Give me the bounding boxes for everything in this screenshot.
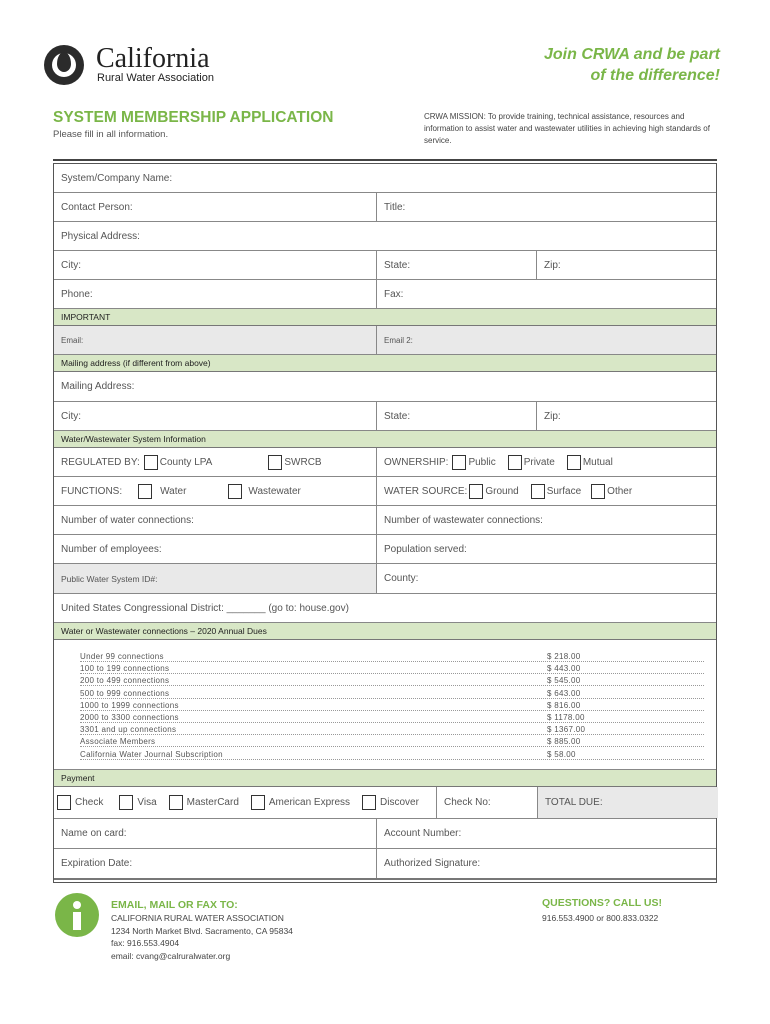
system-info-header: Water/Wastewater System Information <box>61 434 206 444</box>
send-details <box>111 912 293 962</box>
header-divider <box>53 159 717 161</box>
private-checkbox[interactable] <box>508 455 522 470</box>
dues-tier-price: $ 885.00 <box>547 737 581 747</box>
water-source-label: WATER SOURCE: <box>384 485 468 497</box>
send-heading: EMAIL, MAIL OR FAX TO: <box>111 899 238 911</box>
form-row <box>54 849 716 880</box>
dues-tier-name: 100 to 199 connections <box>80 664 170 674</box>
public-label: Public <box>468 456 496 468</box>
wastewater-checkbox[interactable] <box>228 484 242 499</box>
county-lpa-label: County LPA <box>159 456 213 468</box>
payment-methods <box>54 787 436 818</box>
mission-statement: CRWA MISSION: To provide training, technical assistance, resources and information to assist water and wastewater utilities in achieving high standards of service. <box>424 112 710 145</box>
regulated-by-label: REGULATED BY: <box>61 456 140 468</box>
regulated-by-group <box>54 448 376 476</box>
form-row <box>54 402 716 431</box>
authorized-signature-field[interactable]: Authorized Signature: <box>376 849 718 878</box>
form-row <box>54 193 716 222</box>
physical-address-field[interactable]: Physical Address: <box>61 230 140 242</box>
state-field[interactable]: State: <box>376 251 536 279</box>
other-checkbox[interactable] <box>591 484 605 499</box>
dues-row <box>74 689 704 701</box>
pws-id-field[interactable]: Public Water System ID#: <box>54 564 376 593</box>
join-tagline <box>520 44 720 86</box>
public-checkbox[interactable] <box>452 455 466 470</box>
dues-row <box>74 701 704 713</box>
mastercard-label: MasterCard <box>186 797 239 808</box>
check-checkbox[interactable] <box>57 795 71 810</box>
form-row <box>54 372 716 402</box>
system-name-field[interactable]: System/Company Name: <box>61 172 173 184</box>
ground-label: Ground <box>485 485 519 497</box>
swrcb-checkbox[interactable] <box>268 455 282 470</box>
section-header <box>54 770 716 787</box>
ownership-group <box>376 448 718 476</box>
water-drop-icon <box>57 52 71 72</box>
form-row <box>54 280 716 309</box>
dues-tier-name: Under 99 connections <box>80 652 164 661</box>
dotted-leader <box>80 746 704 747</box>
mailing-address-field[interactable]: Mailing Address: <box>61 381 135 392</box>
dues-tier-price: $ 816.00 <box>547 700 581 710</box>
form-row <box>54 564 716 594</box>
dotted-leader <box>80 661 704 662</box>
fax-field[interactable]: Fax: <box>376 280 718 308</box>
dues-tier-name: California Water Journal Subscription <box>80 749 223 759</box>
american-express-label: American Express <box>268 797 351 808</box>
payment-header: Payment <box>61 773 95 783</box>
mailing-header: Mailing address (if different from above) <box>61 358 211 368</box>
water-source-group <box>376 477 718 505</box>
logo-subtitle: Rural Water Association <box>97 72 214 84</box>
form-row <box>54 506 716 535</box>
form-row <box>54 819 716 849</box>
ground-checkbox[interactable] <box>469 484 483 499</box>
section-header <box>54 309 716 326</box>
dotted-leader <box>80 710 704 711</box>
check-label: Check <box>75 797 104 808</box>
functions-group <box>54 477 376 505</box>
join-line-2: of the difference! <box>590 67 720 84</box>
join-line-1: Join CRWA and be part <box>543 46 720 63</box>
phone-field[interactable]: Phone: <box>61 288 93 300</box>
swrcb-label: SWRCB <box>284 456 322 468</box>
mail-address: 1234 North Market Blvd. Sacramento, CA 95834 <box>111 925 293 936</box>
dues-list <box>74 652 704 762</box>
page-title: SYSTEM MEMBERSHIP APPLICATION <box>53 109 334 126</box>
mutual-checkbox[interactable] <box>567 455 581 470</box>
mastercard-checkbox[interactable] <box>169 795 183 810</box>
employees-field[interactable]: Number of employees: <box>61 543 162 555</box>
section-header <box>54 623 716 640</box>
form-row <box>54 222 716 251</box>
dotted-leader <box>80 759 704 760</box>
logo-name: California <box>96 43 210 74</box>
section-header <box>54 431 716 448</box>
form-row <box>54 594 716 623</box>
wastewater-label: Wastewater <box>248 485 301 497</box>
info-icon <box>55 893 99 937</box>
dues-row <box>74 737 704 749</box>
dotted-leader <box>80 734 704 735</box>
discover-checkbox[interactable] <box>362 795 376 810</box>
name-on-card-field[interactable]: Name on card: <box>61 828 127 839</box>
org-name: CALIFORNIA RURAL WATER ASSOCIATION <box>111 913 284 923</box>
form-row <box>54 535 716 564</box>
american-express-checkbox[interactable] <box>251 795 265 810</box>
dues-tier-price: $ 1367.00 <box>547 725 586 735</box>
zip-field[interactable]: Zip: <box>536 251 718 279</box>
private-label: Private <box>523 456 555 468</box>
water-connections-field[interactable]: Number of water connections: <box>61 514 194 526</box>
ownership-label: OWNERSHIP: <box>384 456 449 468</box>
dotted-leader <box>80 673 704 674</box>
account-number-field[interactable]: Account Number: <box>376 819 718 848</box>
dues-tier-price: $ 218.00 <box>547 652 581 661</box>
dues-table <box>54 640 716 770</box>
application-form <box>53 163 717 883</box>
wastewater-connections-field[interactable]: Number of wastewater connections: <box>376 506 718 534</box>
dotted-leader <box>80 685 704 686</box>
form-row <box>54 251 716 280</box>
county-lpa-checkbox[interactable] <box>144 455 158 470</box>
dues-tier-price: $ 443.00 <box>547 664 581 674</box>
fax-number: fax: 916.553.4904 <box>111 938 180 948</box>
other-label: Other <box>607 485 633 497</box>
dues-tier-name: Associate Members <box>80 737 156 747</box>
important-header: IMPORTANT <box>61 312 111 322</box>
payment-row <box>54 787 716 819</box>
mailing-state-field[interactable]: State: <box>376 402 536 430</box>
dues-tier-name: 3301 and up connections <box>80 725 177 735</box>
check-number-field[interactable]: Check No: <box>436 787 537 818</box>
email-field[interactable]: Email: <box>61 335 84 345</box>
form-row <box>54 448 716 477</box>
dues-row <box>74 713 704 725</box>
congressional-district-field[interactable]: United States Congressional District: _______ (go to: house.gov) <box>61 602 349 614</box>
dues-tier-name: 200 to 499 connections <box>80 676 170 686</box>
dues-row <box>74 725 704 737</box>
email-2-field[interactable]: Email 2: <box>376 326 718 354</box>
surface-checkbox[interactable] <box>531 484 545 499</box>
form-row <box>54 164 716 193</box>
discover-label: Discover <box>380 797 419 808</box>
mutual-label: Mutual <box>582 456 613 468</box>
phone-numbers: 916.553.4900 or 800.833.0322 <box>542 913 659 923</box>
questions-heading: QUESTIONS? CALL US! <box>542 897 662 909</box>
dues-tier-name: 2000 to 3300 connections <box>80 712 179 722</box>
contact-person-field[interactable]: Contact Person: <box>61 201 133 213</box>
dues-tier-price: $ 545.00 <box>547 676 581 686</box>
dues-tier-name: 500 to 999 connections <box>80 688 170 698</box>
population-field[interactable]: Population served: <box>376 535 718 563</box>
section-header <box>54 355 716 372</box>
total-due-field[interactable]: TOTAL DUE: <box>537 787 718 818</box>
dues-row <box>74 750 704 762</box>
dues-tier-name: 1000 to 1999 connections <box>80 700 179 710</box>
email-address[interactable]: email: cvang@calruralwater.org <box>111 950 231 961</box>
instructions: Please fill in all information. <box>53 129 169 140</box>
dotted-leader <box>80 698 704 699</box>
form-row <box>54 326 716 355</box>
dues-row <box>74 664 704 676</box>
mailing-city-field[interactable]: City: <box>61 410 81 422</box>
visa-label: Visa <box>137 797 157 808</box>
city-field[interactable]: City: <box>61 259 81 271</box>
mailing-zip-field[interactable]: Zip: <box>536 402 718 430</box>
dues-tier-price: $ 1178.00 <box>547 712 585 722</box>
surface-label: Surface <box>546 485 582 497</box>
expiration-date-field[interactable]: Expiration Date: <box>61 858 133 869</box>
functions-label: FUNCTIONS: <box>61 485 123 497</box>
dues-tier-price: $ 643.00 <box>547 688 581 698</box>
form-row <box>54 477 716 506</box>
dotted-leader <box>80 722 704 723</box>
dues-tier-price: $ 58.00 <box>547 749 576 759</box>
dues-row <box>74 676 704 688</box>
visa-checkbox[interactable] <box>119 795 133 810</box>
water-checkbox[interactable] <box>138 484 152 499</box>
dues-header: Water or Wastewater connections – 2020 Annual Dues <box>61 626 267 636</box>
dues-row <box>74 652 704 664</box>
water-label: Water <box>160 485 187 497</box>
county-field[interactable]: County: <box>376 564 718 593</box>
title-field[interactable]: Title: <box>376 193 718 221</box>
